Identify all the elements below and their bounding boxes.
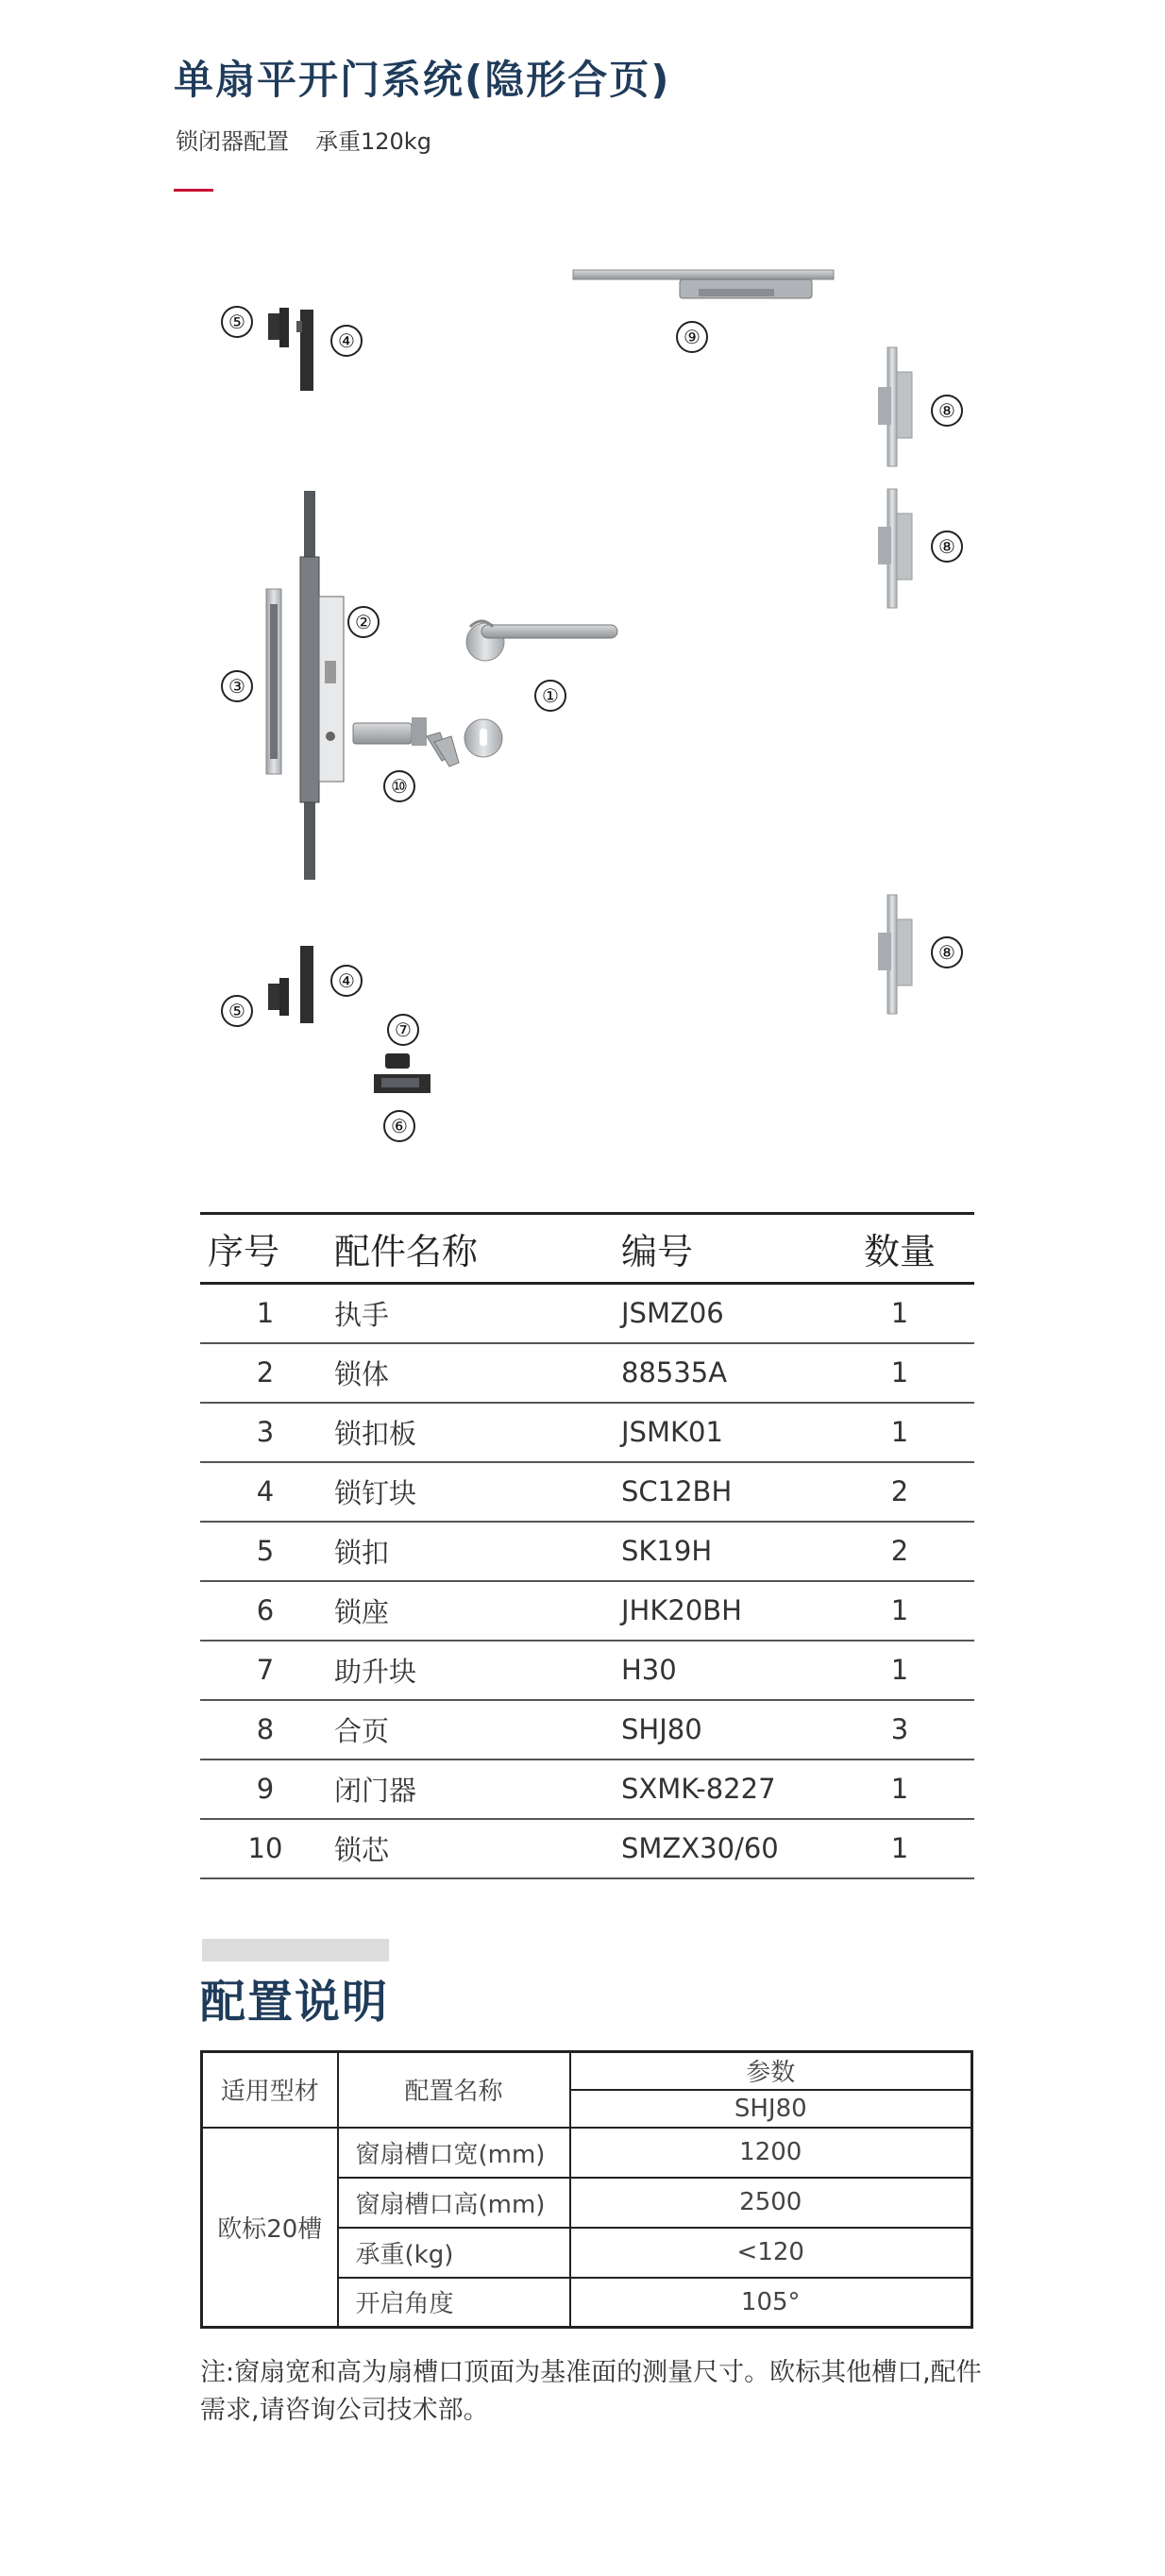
- hardware-illustration: [0, 245, 1165, 1152]
- cell-code: H30: [621, 1641, 835, 1700]
- title-underline: [174, 189, 213, 192]
- cell-qty: 2: [835, 1462, 974, 1522]
- spec-name: 窗扇槽口宽(mm): [338, 2128, 570, 2178]
- spec-value: <120: [570, 2228, 972, 2278]
- config-section-title: 配置说明: [200, 1976, 390, 2029]
- callout-8-a: ⑧: [931, 395, 963, 427]
- callout-6: ⑥: [383, 1110, 415, 1142]
- callout-8-b: ⑧: [931, 530, 963, 563]
- cell-qty: 1: [835, 1819, 974, 1878]
- table-row: [200, 1403, 974, 1462]
- callout-2: ②: [347, 606, 380, 638]
- cell-code: JSMZ06: [621, 1284, 835, 1343]
- spec-value: 105°: [570, 2278, 972, 2328]
- cell-index: 10: [200, 1819, 330, 1878]
- spec-material: 欧标20槽: [202, 2128, 338, 2328]
- hinge-2: [878, 489, 912, 608]
- parts-table-header: [200, 1214, 974, 1284]
- spec-param-model: SHJ80: [570, 2090, 972, 2128]
- spec-name: 开启角度: [338, 2278, 570, 2328]
- hinge-1: [878, 347, 912, 466]
- cell-index: 2: [200, 1343, 330, 1403]
- cell-qty: 1: [835, 1403, 974, 1462]
- header-index: 序号: [200, 1214, 330, 1284]
- table-row: [200, 1581, 974, 1641]
- cell-name: 锁扣: [330, 1522, 621, 1581]
- cell-name: 闭门器: [330, 1759, 621, 1819]
- callout-8-c: ⑧: [931, 936, 963, 968]
- table-row: [200, 1700, 974, 1759]
- cell-index: 5: [200, 1522, 330, 1581]
- callout-1: ①: [534, 680, 566, 712]
- spec-col-name: 配置名称: [338, 2052, 570, 2128]
- header-part-name: 配件名称: [330, 1214, 621, 1284]
- page-subtitle: [176, 123, 458, 156]
- cell-index: 6: [200, 1581, 330, 1641]
- spec-row: [202, 2128, 972, 2178]
- cell-index: 1: [200, 1284, 330, 1343]
- hardware-diagram: [0, 245, 1165, 1152]
- cell-code: SK19H: [621, 1522, 835, 1581]
- cell-code: SHJ80: [621, 1700, 835, 1759]
- lock-seat-part: [374, 1074, 431, 1093]
- lock-body-part: [300, 491, 344, 880]
- cell-qty: 1: [835, 1641, 974, 1700]
- cell-code: 88535A: [621, 1343, 835, 1403]
- cell-code: SC12BH: [621, 1462, 835, 1522]
- table-row: [200, 1641, 974, 1700]
- callout-10: ⑩: [383, 770, 415, 802]
- callout-7: ⑦: [387, 1014, 419, 1046]
- spec-name: 窗扇槽口高(mm): [338, 2178, 570, 2228]
- cell-index: 4: [200, 1462, 330, 1522]
- lock-cylinder-part: [353, 717, 459, 766]
- cell-index: 9: [200, 1759, 330, 1819]
- subtitle-load: 承重120kg: [315, 128, 431, 155]
- cell-name: 锁钉块: [330, 1462, 621, 1522]
- callout-5-bottom: ⑤: [221, 995, 253, 1027]
- spec-col-material: 适用型材: [202, 2052, 338, 2128]
- header-code: 编号: [621, 1214, 835, 1284]
- cell-index: 8: [200, 1700, 330, 1759]
- hinge-3: [878, 895, 912, 1014]
- cell-name: 合页: [330, 1700, 621, 1759]
- lift-block-part: [385, 1053, 410, 1069]
- cell-qty: 1: [835, 1343, 974, 1403]
- cell-code: JSMK01: [621, 1403, 835, 1462]
- cell-name: 锁座: [330, 1581, 621, 1641]
- callout-4-bottom: ④: [330, 965, 363, 997]
- cell-code: SMZX30/60: [621, 1819, 835, 1878]
- section-accent-bar: [202, 1939, 389, 1961]
- table-row: [200, 1819, 974, 1878]
- cell-qty: 2: [835, 1522, 974, 1581]
- cell-name: 锁芯: [330, 1819, 621, 1878]
- callout-4-top: ④: [330, 325, 363, 357]
- spec-value: 2500: [570, 2178, 972, 2228]
- table-row: [200, 1759, 974, 1819]
- callout-3: ③: [221, 670, 253, 702]
- strike-plate-part: [266, 589, 281, 774]
- cell-name: 执手: [330, 1284, 621, 1343]
- lock-block-bottom: [268, 946, 313, 1023]
- cell-index: 3: [200, 1403, 330, 1462]
- parts-table: [200, 1212, 974, 1879]
- subtitle-config: 锁闭器配置: [176, 128, 289, 155]
- cell-qty: 1: [835, 1759, 974, 1819]
- cell-name: 锁体: [330, 1343, 621, 1403]
- table-row: [200, 1462, 974, 1522]
- cell-qty: 3: [835, 1700, 974, 1759]
- cell-index: 7: [200, 1641, 330, 1700]
- spec-table: [200, 2050, 973, 2329]
- table-row: [200, 1284, 974, 1343]
- cell-qty: 1: [835, 1284, 974, 1343]
- door-closer-part: [573, 270, 834, 298]
- callout-5-top: ⑤: [221, 306, 253, 338]
- spec-col-param: 参数: [570, 2052, 972, 2090]
- callout-9: ⑨: [676, 321, 708, 353]
- footnote: 注:窗扇宽和高为扇槽口顶面为基准面的测量尺寸。欧标其他槽口,配件需求,请咨询公司技术部。: [200, 2358, 982, 2425]
- cell-code: SXMK-8227: [621, 1759, 835, 1819]
- lock-block-top: [268, 308, 313, 391]
- header-quantity: 数量: [835, 1214, 974, 1284]
- cell-qty: 1: [835, 1581, 974, 1641]
- table-row: [200, 1343, 974, 1403]
- spec-header-row: [202, 2052, 972, 2090]
- cell-name: 助升块: [330, 1641, 621, 1700]
- spec-value: 1200: [570, 2128, 972, 2178]
- table-row: [200, 1522, 974, 1581]
- cell-code: JHK20BH: [621, 1581, 835, 1641]
- spec-name: 承重(kg): [338, 2228, 570, 2278]
- page-title: 单扇平开门系统(隐形合页): [174, 57, 671, 103]
- cell-name: 锁扣板: [330, 1403, 621, 1462]
